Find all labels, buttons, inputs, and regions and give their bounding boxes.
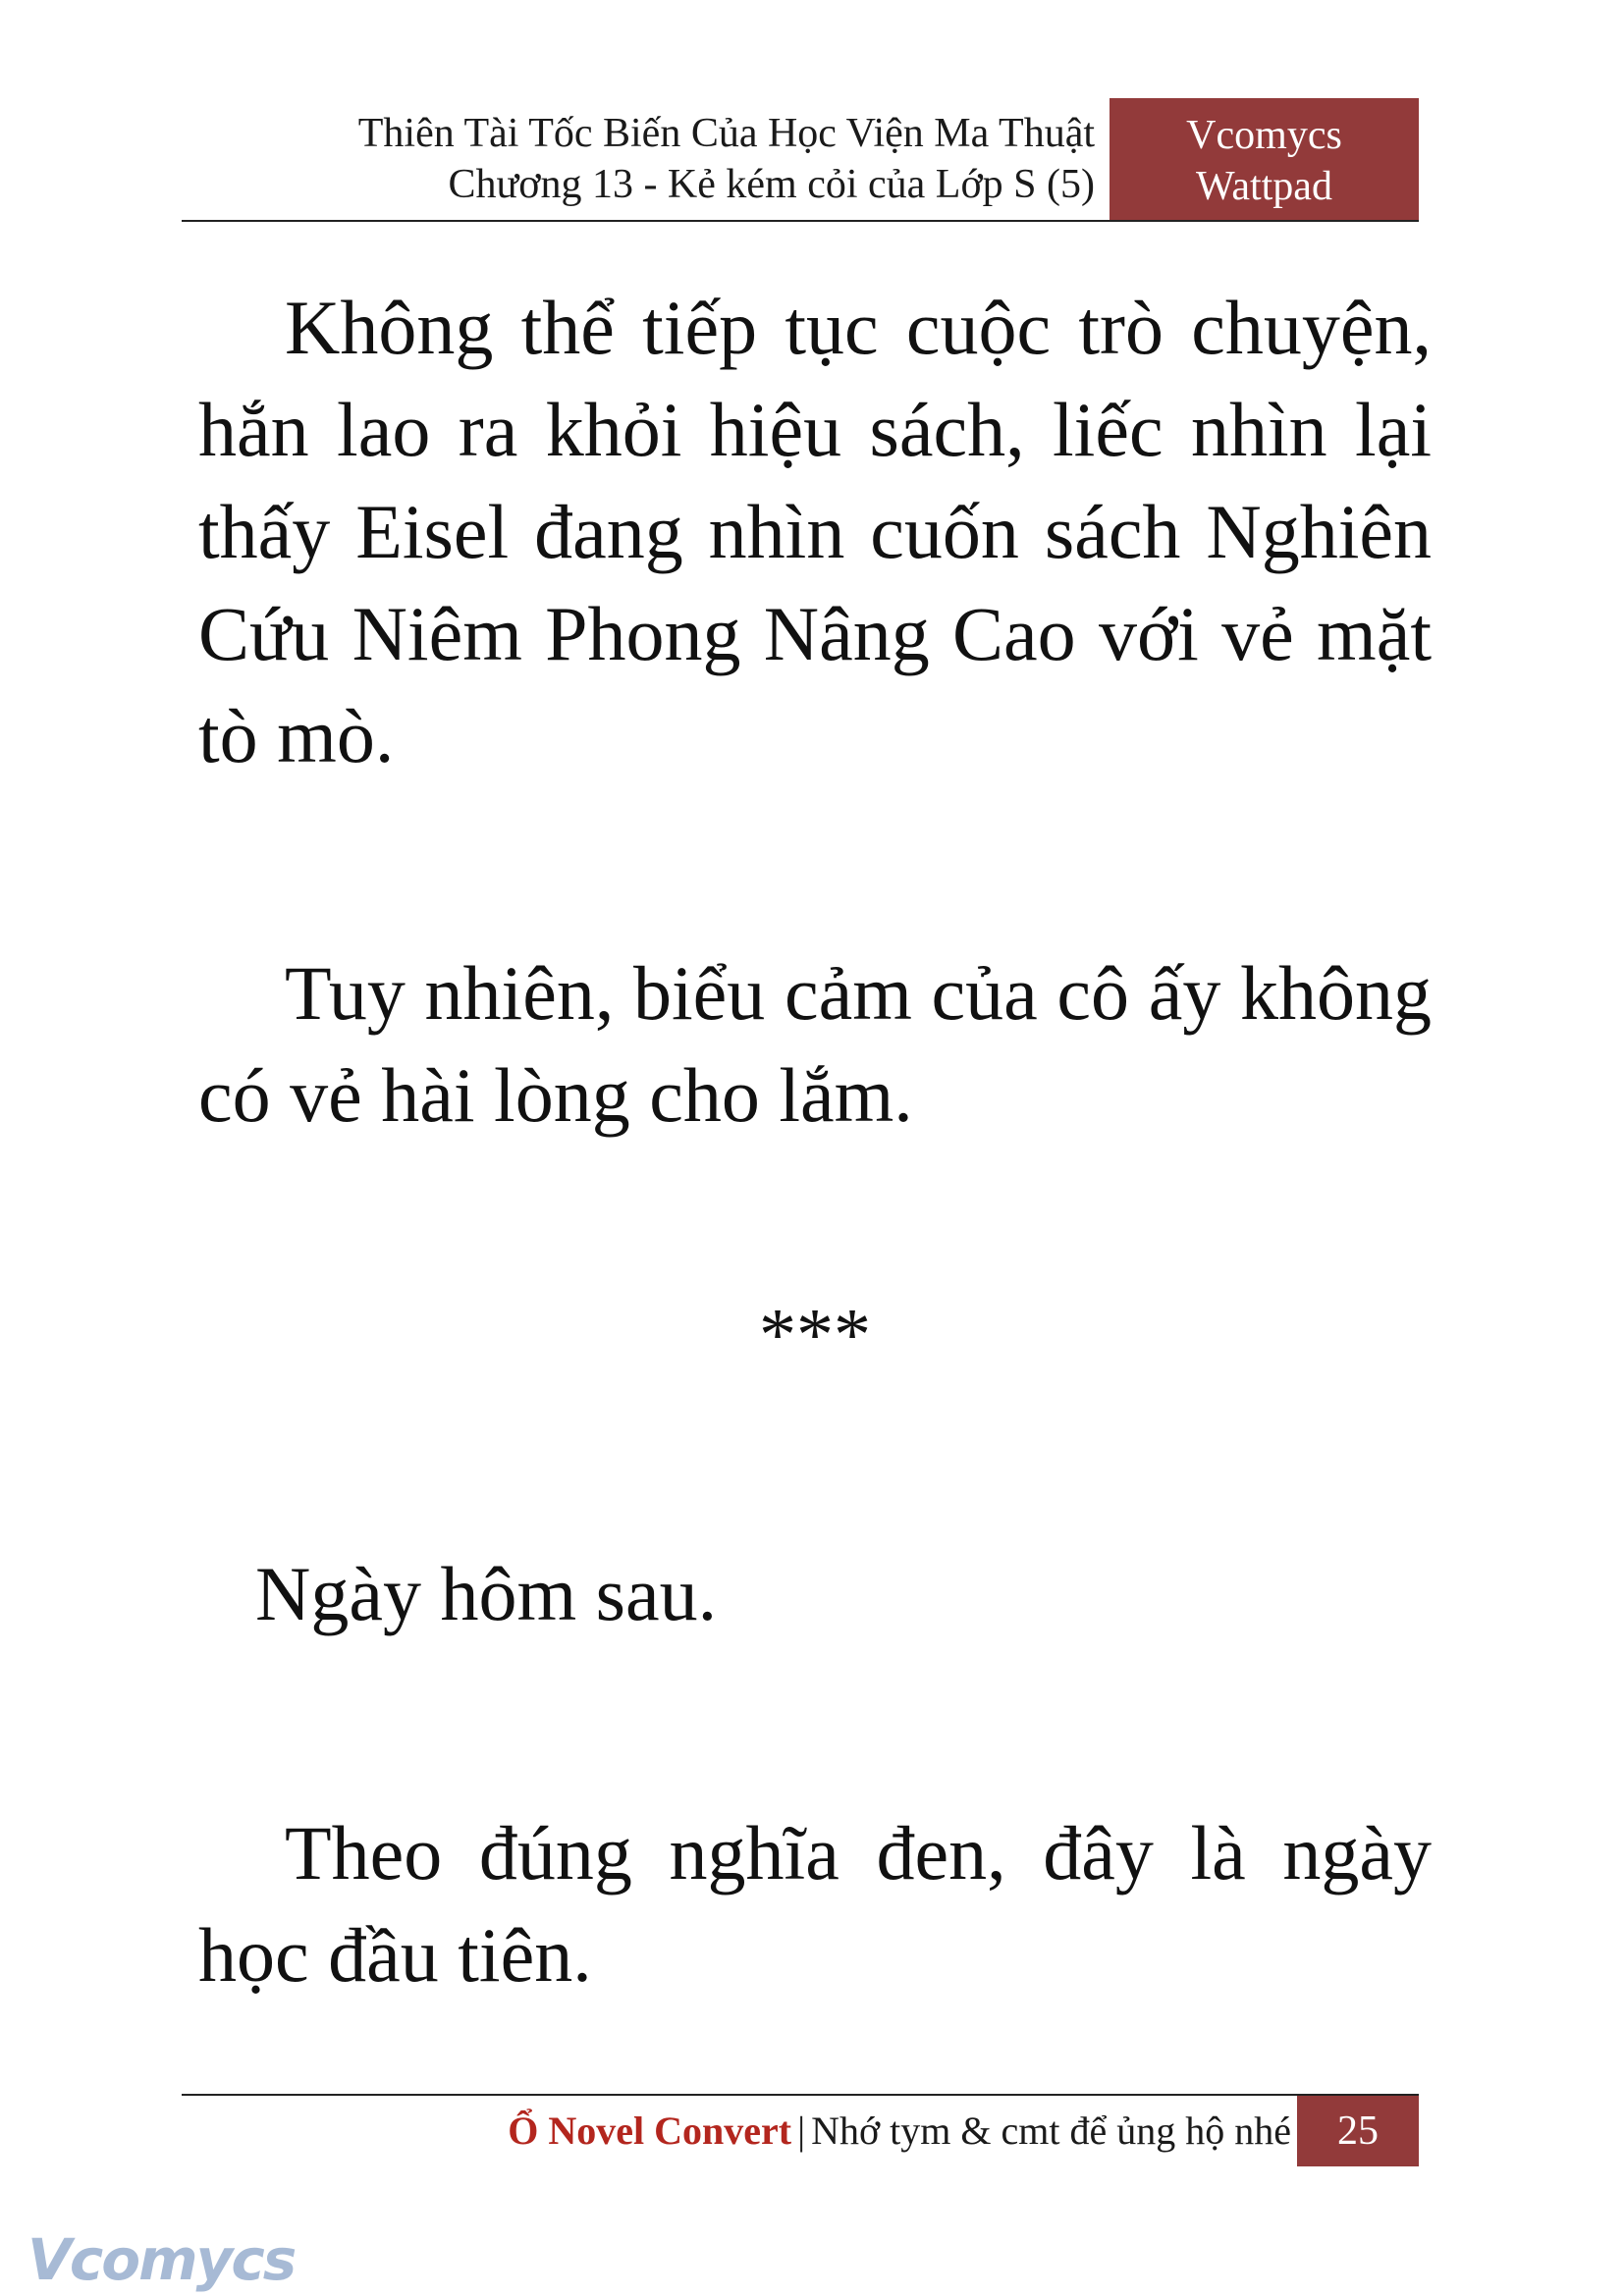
paragraph: Không thể tiếp tục cuộc trò chuyện, hắn lao ra khỏi hiệu sách, liếc nhìn lại thấy Eisel đang nhìn cuốn sách Nghiên Cứu Niêm Phong Nâng Cao với vẻ mặt tò mò. — [198, 285, 1432, 778]
source-badge — [1110, 98, 1419, 220]
footer-text — [508, 2106, 1291, 2157]
footer-separator: | — [797, 2109, 806, 2153]
watermark-logo: Vcomycs — [27, 2226, 296, 2293]
section-divider: *** — [759, 1294, 871, 1376]
page-footer — [182, 2094, 1419, 2166]
source-badge-line-1: Vcomycs — [1186, 113, 1342, 158]
book-title: Thiên Tài Tốc Biến Của Học Viện Ma Thuật — [357, 111, 1095, 156]
header-titles — [358, 108, 1095, 210]
footer-brand: Ổ Novel Convert — [508, 2109, 792, 2153]
source-badge-line-2: Wattpad — [1196, 164, 1332, 209]
page-header — [182, 98, 1419, 222]
paragraph: Theo đúng nghĩa đen, đây là ngày học đầu tiên. — [198, 1810, 1432, 1998]
page-number: 25 — [1297, 2096, 1419, 2166]
footer-message: Nhớ tym & cmt để ủng hộ nhé — [811, 2109, 1291, 2153]
paragraph: Tuy nhiên, biểu cảm của cô ấy không có vẻ hài lòng cho lắm. — [198, 950, 1432, 1138]
chapter-title: Chương 13 - Kẻ kém cỏi của Lớp S (5) — [448, 162, 1095, 207]
paragraph: Ngày hôm sau. — [255, 1551, 718, 1636]
